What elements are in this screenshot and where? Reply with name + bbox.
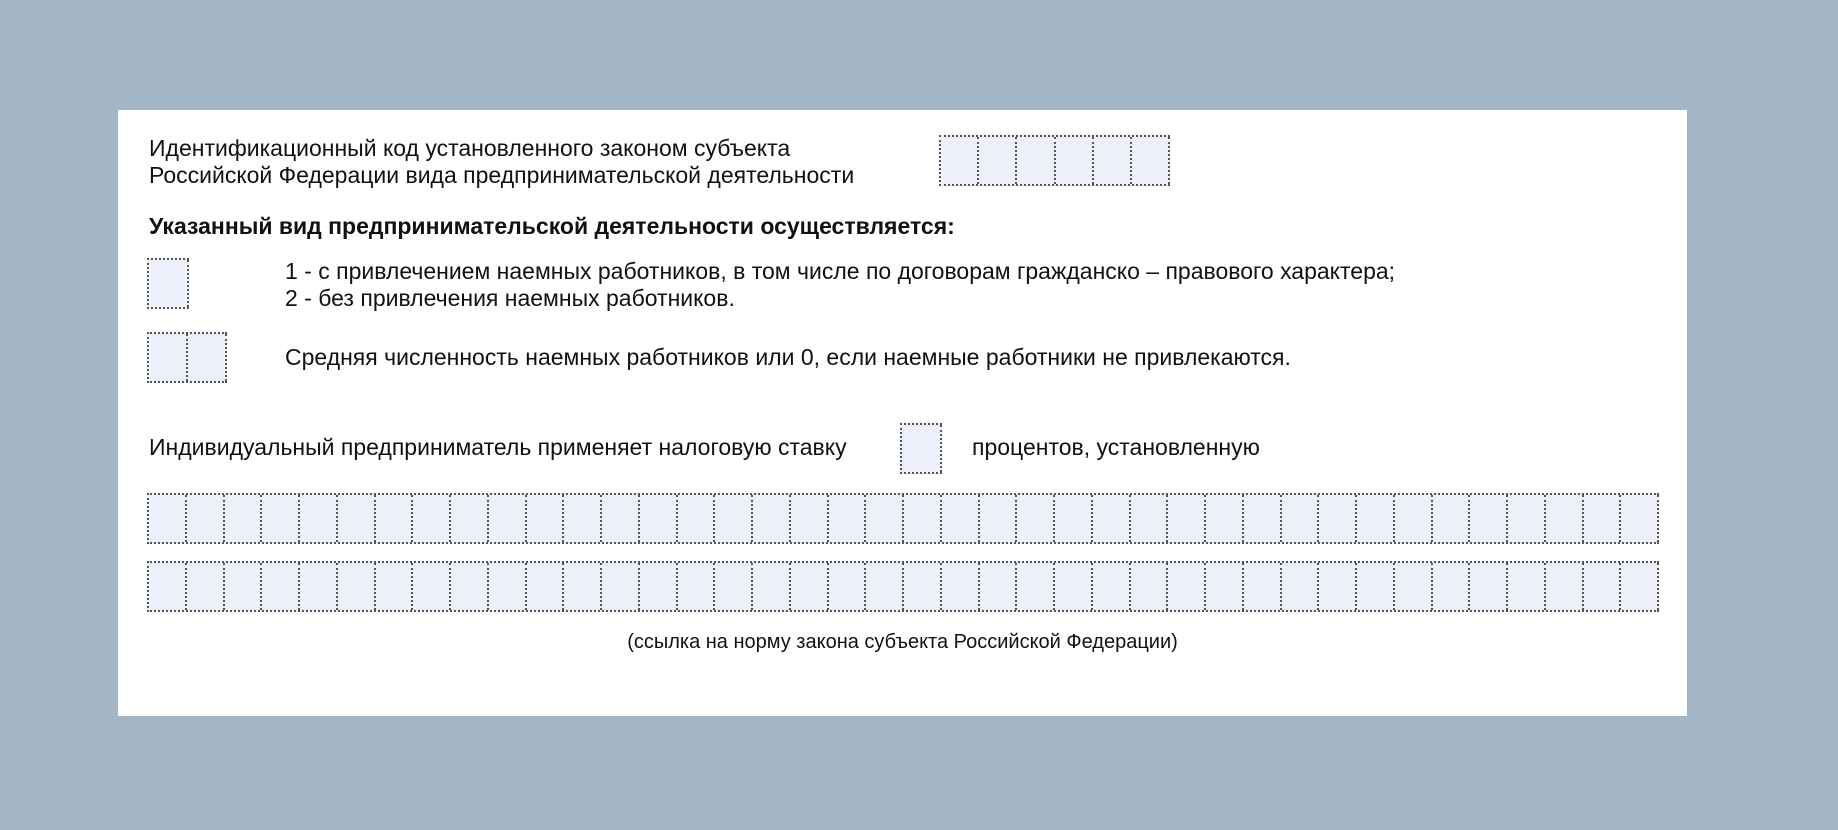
input-cell[interactable] xyxy=(942,563,980,610)
hired-option-1: 1 - с привлечением наемных работников, в том числе по договорам гражданско – правового характера; xyxy=(285,258,1396,284)
input-cell[interactable] xyxy=(338,495,376,542)
input-cell[interactable] xyxy=(715,495,753,542)
hired-options xyxy=(285,258,1395,312)
input-cell[interactable] xyxy=(149,334,188,381)
input-cell[interactable] xyxy=(1584,563,1622,610)
input-cell[interactable] xyxy=(1131,495,1169,542)
input-cell[interactable] xyxy=(564,563,602,610)
input-cell[interactable] xyxy=(941,137,979,184)
input-cell[interactable] xyxy=(1017,563,1055,610)
input-cell[interactable] xyxy=(1470,495,1508,542)
input-cell[interactable] xyxy=(1244,563,1282,610)
input-cell[interactable] xyxy=(225,563,263,610)
input-cell[interactable] xyxy=(942,495,980,542)
input-cell[interactable] xyxy=(1433,495,1471,542)
input-cell[interactable] xyxy=(489,495,527,542)
input-cell[interactable] xyxy=(1132,137,1170,184)
input-cell[interactable] xyxy=(1470,563,1508,610)
input-cell[interactable] xyxy=(1093,495,1131,542)
law-ref-caption: (ссылка на норму закона субъекта Российской Федерации) xyxy=(627,631,1178,653)
input-cell[interactable] xyxy=(1357,563,1395,610)
input-cell[interactable] xyxy=(678,495,716,542)
input-cell[interactable] xyxy=(376,495,414,542)
input-cell[interactable] xyxy=(980,563,1018,610)
input-cell[interactable] xyxy=(1621,563,1659,610)
tax-rate-input[interactable] xyxy=(900,423,942,474)
input-cell[interactable] xyxy=(187,563,225,610)
hired-option-2: 2 - без привлечения наемных работников. xyxy=(285,285,735,311)
input-cell[interactable] xyxy=(1017,495,1055,542)
input-cell[interactable] xyxy=(1094,137,1132,184)
input-cell[interactable] xyxy=(1282,563,1320,610)
input-cell[interactable] xyxy=(1055,563,1093,610)
activity-heading: Указанный вид предпринимательской деятельности осуществляется: xyxy=(149,213,955,239)
id-code-label xyxy=(149,135,854,189)
law-ref-input-row-1[interactable] xyxy=(147,493,1659,544)
input-cell[interactable] xyxy=(527,495,565,542)
input-cell[interactable] xyxy=(640,563,678,610)
input-cell[interactable] xyxy=(413,563,451,610)
tax-rate-label: Индивидуальный предприниматель применяет налоговую ставку xyxy=(149,434,847,460)
input-cell[interactable] xyxy=(149,495,187,542)
input-cell[interactable] xyxy=(1395,495,1433,542)
input-cell[interactable] xyxy=(904,563,942,610)
input-cell[interactable] xyxy=(1395,563,1433,610)
input-cell[interactable] xyxy=(715,563,753,610)
input-cell[interactable] xyxy=(1168,495,1206,542)
input-cell[interactable] xyxy=(1168,563,1206,610)
input-cell[interactable] xyxy=(753,563,791,610)
input-cell[interactable] xyxy=(376,563,414,610)
input-cell[interactable] xyxy=(1206,495,1244,542)
input-cell[interactable] xyxy=(1508,495,1546,542)
input-cell[interactable] xyxy=(904,495,942,542)
tax-rate-suffix: процентов, установленную xyxy=(972,434,1260,460)
input-cell[interactable] xyxy=(1282,495,1320,542)
input-cell[interactable] xyxy=(829,563,867,610)
input-cell[interactable] xyxy=(1093,563,1131,610)
id-code-label-line2: Российской Федерации вида предпринимательской деятельности xyxy=(149,162,855,188)
law-ref-input-row-2[interactable] xyxy=(147,561,1659,612)
input-cell[interactable] xyxy=(829,495,867,542)
id-code-input[interactable] xyxy=(939,135,1170,186)
input-cell[interactable] xyxy=(451,563,489,610)
input-cell[interactable] xyxy=(791,563,829,610)
input-cell[interactable] xyxy=(187,495,225,542)
input-cell[interactable] xyxy=(753,495,791,542)
input-cell[interactable] xyxy=(1508,563,1546,610)
input-cell[interactable] xyxy=(262,495,300,542)
input-cell[interactable] xyxy=(1017,137,1055,184)
input-cell[interactable] xyxy=(1433,563,1471,610)
input-cell[interactable] xyxy=(451,495,489,542)
input-cell[interactable] xyxy=(1546,563,1584,610)
input-cell[interactable] xyxy=(791,495,829,542)
input-cell[interactable] xyxy=(1244,495,1282,542)
input-cell[interactable] xyxy=(1131,563,1169,610)
input-cell[interactable] xyxy=(1056,137,1094,184)
input-cell[interactable] xyxy=(866,563,904,610)
input-cell[interactable] xyxy=(602,563,640,610)
input-cell[interactable] xyxy=(149,563,187,610)
input-cell[interactable] xyxy=(225,495,263,542)
input-cell[interactable] xyxy=(1584,495,1622,542)
input-cell[interactable] xyxy=(300,563,338,610)
input-cell[interactable] xyxy=(188,334,227,381)
hired-workers-input[interactable] xyxy=(147,258,189,309)
avg-employees-label: Средняя численность наемных работников или 0, если наемные работники не привлекаются. xyxy=(285,344,1291,370)
input-cell[interactable] xyxy=(640,495,678,542)
input-cell[interactable] xyxy=(980,495,1018,542)
input-cell[interactable] xyxy=(262,563,300,610)
avg-employees-input[interactable] xyxy=(147,332,227,383)
input-cell[interactable] xyxy=(1546,495,1584,542)
input-cell[interactable] xyxy=(338,563,376,610)
input-cell[interactable] xyxy=(1357,495,1395,542)
form-sheet xyxy=(118,110,1687,716)
input-cell[interactable] xyxy=(602,495,640,542)
input-cell[interactable] xyxy=(149,260,189,307)
input-cell[interactable] xyxy=(866,495,904,542)
input-cell[interactable] xyxy=(300,495,338,542)
input-cell[interactable] xyxy=(1206,563,1244,610)
input-cell[interactable] xyxy=(527,563,565,610)
input-cell[interactable] xyxy=(678,563,716,610)
input-cell[interactable] xyxy=(902,425,942,472)
input-cell[interactable] xyxy=(564,495,602,542)
input-cell[interactable] xyxy=(1319,495,1357,542)
id-code-label-line1: Идентификационный код установленного законом субъекта xyxy=(149,135,791,161)
input-cell[interactable] xyxy=(1055,495,1093,542)
input-cell[interactable] xyxy=(1621,495,1659,542)
input-cell[interactable] xyxy=(1319,563,1357,610)
input-cell[interactable] xyxy=(413,495,451,542)
input-cell[interactable] xyxy=(979,137,1017,184)
input-cell[interactable] xyxy=(489,563,527,610)
